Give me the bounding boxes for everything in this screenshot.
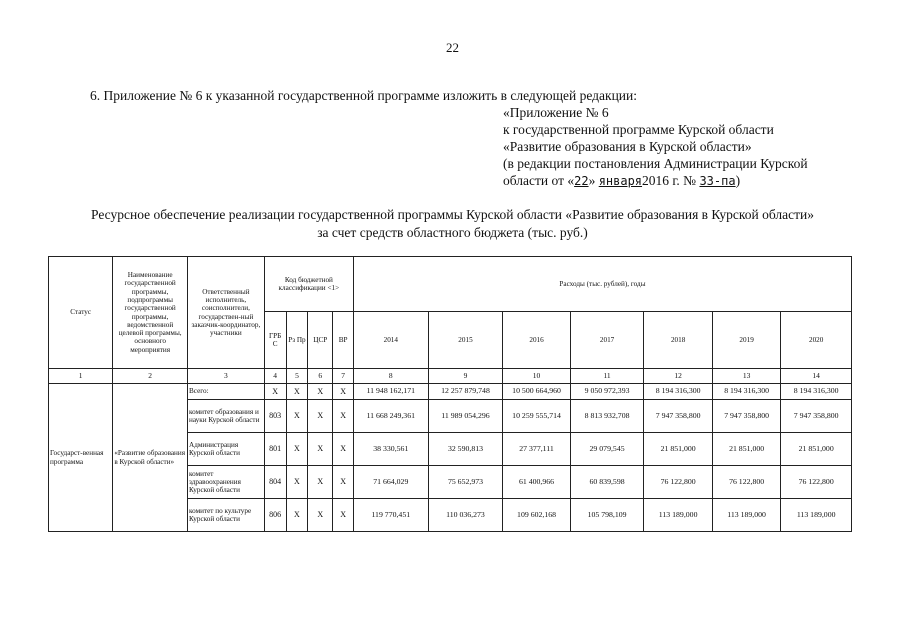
header-status: Статус xyxy=(49,257,113,369)
column-number: 10 xyxy=(503,369,570,384)
grbs-cell: 806 xyxy=(264,499,286,532)
value-cell: 8 194 316,300 xyxy=(712,384,780,400)
header-year: 2020 xyxy=(781,312,852,369)
appendix-line-3: «Развитие образования в Курской области» xyxy=(503,139,752,154)
responsible-cell: комитет образования и науки Курской области xyxy=(188,400,265,433)
header-responsible: Ответственный исполнитель, соисполнители, государствен-ный заказчик-координатор, участники xyxy=(188,257,265,369)
status-cell: Государст-венная программа xyxy=(49,384,113,532)
value-cell: 8 813 932,708 xyxy=(570,400,644,433)
appendix-line-2: к государственной программе Курской области xyxy=(503,122,774,137)
grbs-cell: 804 xyxy=(264,466,286,499)
csr-cell: Х xyxy=(308,384,333,400)
vr-cell: Х xyxy=(333,466,354,499)
header-year: 2015 xyxy=(428,312,503,369)
appendix-line-1: «Приложение № 6 xyxy=(503,105,609,120)
program-name-cell: «Развитие образования в Курской области» xyxy=(113,384,188,532)
appendix-line-4: (в редакции постановления Администрации Курской xyxy=(503,156,808,171)
value-cell: 61 400,966 xyxy=(503,466,570,499)
rzpr-cell: Х xyxy=(286,499,308,532)
header-name: Наименование государственной программы, подпрограммы государственной программы, ведомственной целевой программы, основного мероприятия xyxy=(113,257,188,369)
column-number: 6 xyxy=(308,369,333,384)
vr-cell: Х xyxy=(333,433,354,466)
responsible-cell: комитет здравоохранения Курской области xyxy=(188,466,265,499)
appendix-line-5-mid1: » xyxy=(588,173,599,188)
header-year: 2016 xyxy=(503,312,570,369)
document-title xyxy=(0,206,905,242)
value-cell: 9 050 972,393 xyxy=(570,384,644,400)
header-expenses: Расходы (тыс. рублей), годы xyxy=(353,257,851,312)
column-number: 14 xyxy=(781,369,852,384)
value-cell: 11 948 162,171 xyxy=(353,384,428,400)
rzpr-cell: Х xyxy=(286,433,308,466)
rzpr-cell: Х xyxy=(286,384,308,400)
value-cell: 21 851,000 xyxy=(712,433,780,466)
csr-cell: Х xyxy=(308,400,333,433)
header-rzpr: Рз Пр xyxy=(286,312,308,369)
grbs-cell: Х xyxy=(264,384,286,400)
appendix-line-5-mid2: 2016 г. № xyxy=(642,173,700,188)
value-cell: 11 989 054,296 xyxy=(428,400,503,433)
value-cell: 110 036,273 xyxy=(428,499,503,532)
value-cell: 60 839,598 xyxy=(570,466,644,499)
column-number: 3 xyxy=(188,369,265,384)
appendix-line-5-prefix: области от « xyxy=(503,173,575,188)
value-cell: 7 947 358,800 xyxy=(781,400,852,433)
value-cell: 12 257 879,748 xyxy=(428,384,503,400)
value-cell: 21 851,000 xyxy=(781,433,852,466)
value-cell: 113 189,000 xyxy=(712,499,780,532)
vr-cell: Х xyxy=(333,499,354,532)
appendix-line-5 xyxy=(503,172,808,190)
header-grbs: ГРБ С xyxy=(264,312,286,369)
decree-day: 22 xyxy=(574,174,589,188)
value-cell: 71 664,029 xyxy=(353,466,428,499)
column-number: 2 xyxy=(113,369,188,384)
value-cell: 76 122,800 xyxy=(781,466,852,499)
column-number: 8 xyxy=(353,369,428,384)
title-line-1: Ресурсное обеспечение реализации государственной программы Курской области «Развитие образования в Курской области» xyxy=(91,207,814,222)
value-cell: 38 330,561 xyxy=(353,433,428,466)
value-cell: 7 947 358,800 xyxy=(644,400,712,433)
csr-cell: Х xyxy=(308,466,333,499)
column-number: 12 xyxy=(644,369,712,384)
header-vr: ВР xyxy=(333,312,354,369)
value-cell: 21 851,000 xyxy=(644,433,712,466)
header-year: 2019 xyxy=(712,312,780,369)
value-cell: 75 652,973 xyxy=(428,466,503,499)
csr-cell: Х xyxy=(308,499,333,532)
csr-cell: Х xyxy=(308,433,333,466)
column-number: 11 xyxy=(570,369,644,384)
value-cell: 113 189,000 xyxy=(781,499,852,532)
column-number: 13 xyxy=(712,369,780,384)
value-cell: 8 194 316,300 xyxy=(781,384,852,400)
value-cell: 119 770,451 xyxy=(353,499,428,532)
decree-number: 33-па xyxy=(699,174,736,188)
appendix-line-5-suffix: ) xyxy=(735,173,741,188)
rzpr-cell: Х xyxy=(286,466,308,499)
column-number: 5 xyxy=(286,369,308,384)
value-cell: 76 122,800 xyxy=(712,466,780,499)
value-cell: 10 500 664,960 xyxy=(503,384,570,400)
value-cell: 11 668 249,361 xyxy=(353,400,428,433)
value-cell: 29 079,545 xyxy=(570,433,644,466)
column-number: 1 xyxy=(49,369,113,384)
intro-text: 6. Приложение № 6 к указанной государственной программе изложить в следующей редакции: xyxy=(90,88,637,103)
value-cell: 27 377,111 xyxy=(503,433,570,466)
responsible-cell: Администрация Курской области xyxy=(188,433,265,466)
resource-table xyxy=(48,256,852,532)
column-number: 4 xyxy=(264,369,286,384)
header-budget-code: Код бюджетной классификации <1> xyxy=(264,257,353,312)
value-cell: 32 590,813 xyxy=(428,433,503,466)
value-cell: 10 259 555,714 xyxy=(503,400,570,433)
decree-month: января xyxy=(598,174,643,188)
title-line-2: за счет средств областного бюджета (тыс. руб.) xyxy=(317,225,588,240)
appendix-heading xyxy=(503,104,808,190)
value-cell: 105 798,109 xyxy=(570,499,644,532)
header-csr: ЦСР xyxy=(308,312,333,369)
header-year: 2018 xyxy=(644,312,712,369)
vr-cell: Х xyxy=(333,384,354,400)
value-cell: 76 122,800 xyxy=(644,466,712,499)
column-number: 9 xyxy=(428,369,503,384)
responsible-cell: комитет по культуре Курской области xyxy=(188,499,265,532)
value-cell: 109 602,168 xyxy=(503,499,570,532)
value-cell: 7 947 358,800 xyxy=(712,400,780,433)
value-cell: 113 189,000 xyxy=(644,499,712,532)
header-year: 2017 xyxy=(570,312,644,369)
column-number: 7 xyxy=(333,369,354,384)
grbs-cell: 803 xyxy=(264,400,286,433)
rzpr-cell: Х xyxy=(286,400,308,433)
table-row xyxy=(49,384,852,400)
vr-cell: Х xyxy=(333,400,354,433)
page-number: 22 xyxy=(446,40,459,55)
responsible-cell: Всего: xyxy=(188,384,265,400)
value-cell: 8 194 316,300 xyxy=(644,384,712,400)
header-year: 2014 xyxy=(353,312,428,369)
grbs-cell: 801 xyxy=(264,433,286,466)
